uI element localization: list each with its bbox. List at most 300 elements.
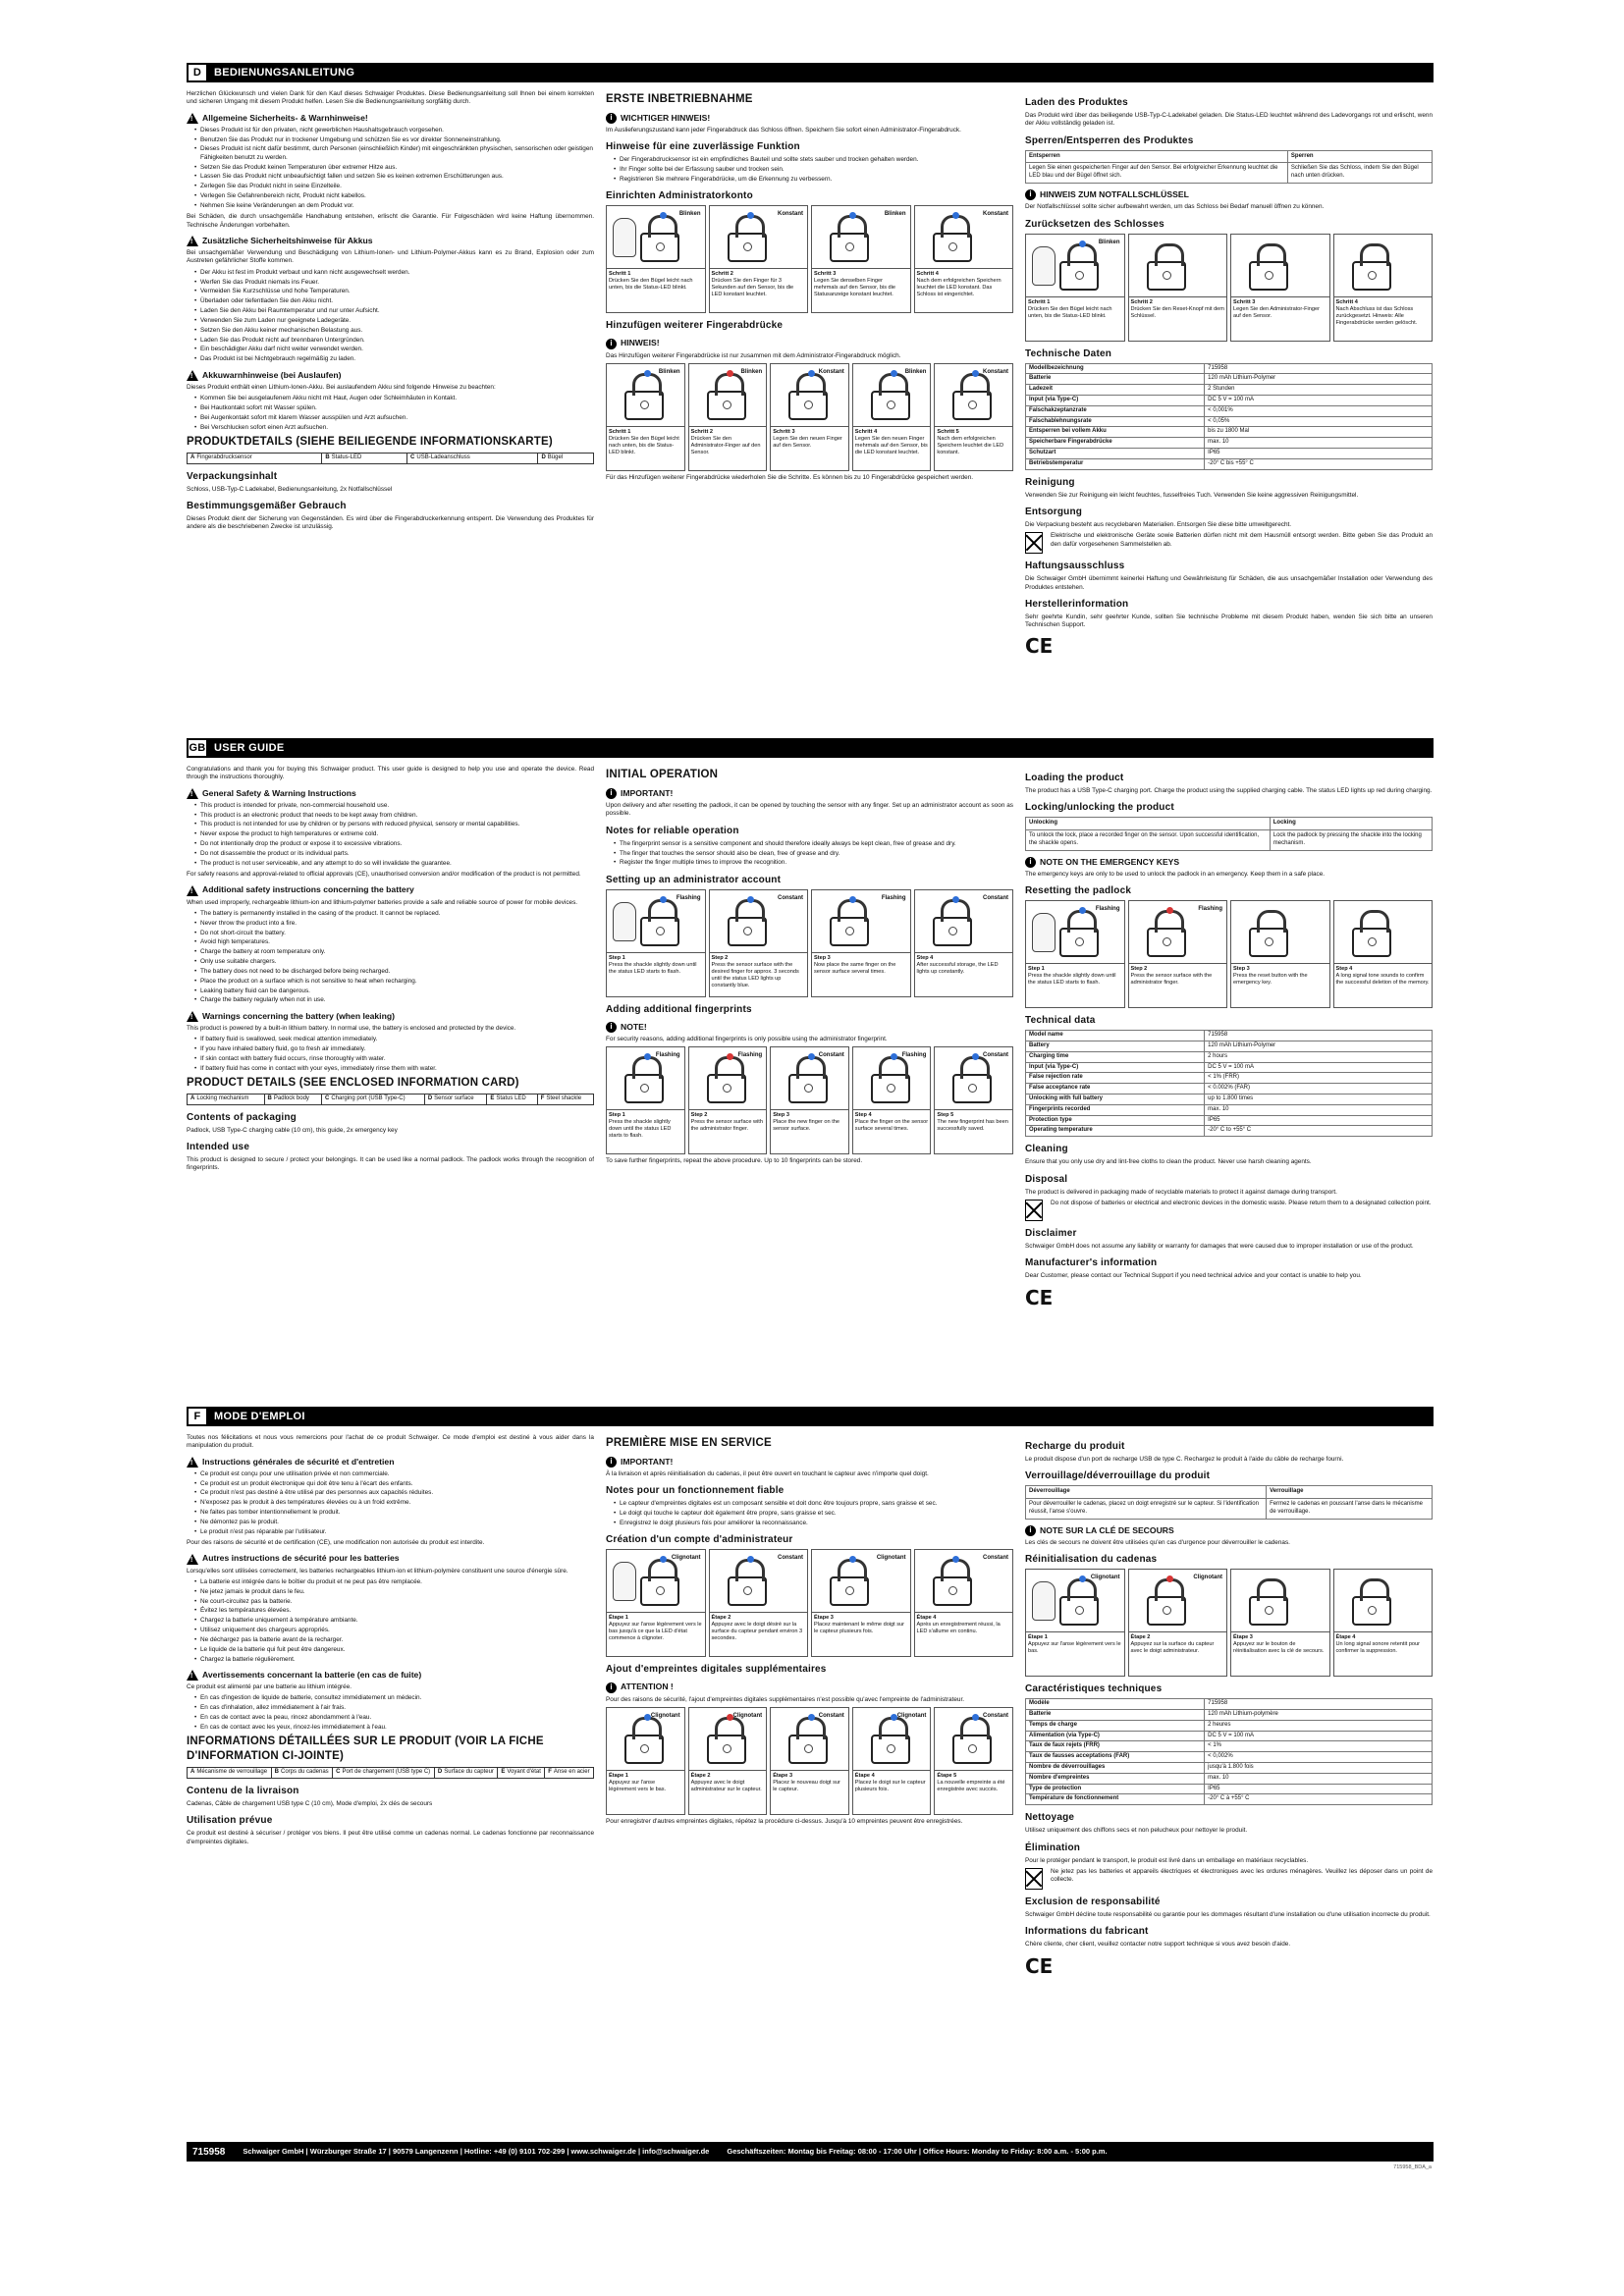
tech-label: Type de protection <box>1026 1784 1205 1794</box>
table-cell <box>322 453 407 463</box>
column-3 <box>1025 766 1433 1314</box>
fingerprint-sensor-icon <box>887 1744 895 1753</box>
step-text <box>710 953 808 996</box>
status-label: Constant <box>818 1712 844 1719</box>
step-text <box>915 1613 1013 1656</box>
reliable-list-item: • The finger that touches the sensor should also be clean, free of grease and dry. <box>614 850 1013 858</box>
padlock-icon <box>624 1735 664 1764</box>
step-text <box>710 1613 808 1656</box>
manufacturer-heading: Herstellerinformation <box>1025 598 1129 610</box>
step-text <box>1129 964 1227 1007</box>
leak-heading-text: Warnings concerning the battery (when leaking) <box>202 1010 395 1021</box>
leak-heading-text: Akkuwarnhinweise (bei Auslaufen) <box>202 369 342 380</box>
cleaning-heading: Cleaning <box>1025 1144 1068 1155</box>
leak-list-item: • Kommen Sie bei ausgelaufenem Akku nicht mit Haut, Augen oder Schleimhäuten in Kontakt. <box>194 395 594 402</box>
padlock-illustration <box>1231 235 1329 297</box>
step-title: Schritt 2 <box>1130 298 1153 305</box>
step-text <box>607 1110 684 1153</box>
intro-paragraph: Congratulations and thank you for buying this Schwaiger product. This user guide is designed to help you use and operate the device. Read through the instructions thoroughly. <box>187 766 594 781</box>
status-led-icon <box>644 370 651 377</box>
fingerprint-sensor-icon <box>845 242 854 251</box>
safety-list <box>194 127 594 210</box>
detail-label: Status-LED <box>331 454 362 460</box>
step-description: Un long signal sonore retentit pour confirmer la suppression. <box>1335 1641 1421 1655</box>
charge-heading: Laden des Produktes <box>1025 97 1128 108</box>
detail-label: Bügel <box>547 454 564 460</box>
tech-label: Schutzart <box>1026 448 1205 458</box>
product-details-table <box>187 453 594 464</box>
charge-text: Le produit dispose d'un port de recharge USB de type C. Rechargez le produit à l'aide du câble de recharge fourni. <box>1025 1456 1344 1463</box>
step-description: Place the finger on the sensor surface several times. <box>854 1119 929 1133</box>
padlock-icon <box>933 917 972 946</box>
battery-list-item: • Ein beschädigter Akku darf nicht weiter verwendet werden. <box>194 346 594 353</box>
fingerprint-sensor-icon <box>640 1084 649 1093</box>
leak-heading <box>187 370 594 381</box>
table-row <box>1026 830 1433 851</box>
add-intro: Das Hinzufügen weiterer Fingerabdrücke ist nur zusammen mit dem Administrator-Fingerabdruck möglich. <box>606 351 901 359</box>
padlock-icon <box>707 1735 746 1764</box>
emergency-key-heading <box>1025 1525 1433 1536</box>
columns <box>187 758 1434 1314</box>
tech-heading: Caractéristiques techniques <box>1025 1683 1163 1695</box>
ce-mark-icon: CE <box>1025 1953 1054 1978</box>
table-header-row <box>1026 1486 1433 1499</box>
table-cell: Schließen Sie das Schloss, indem Sie den Bügel nach unten drücken. <box>1287 163 1432 184</box>
leak-list <box>194 395 594 432</box>
columns <box>187 1426 1434 1983</box>
status-led-icon <box>1166 907 1173 914</box>
step-description: Appuyez sur la surface du capteur avec le doigt administrateur. <box>1130 1641 1215 1655</box>
tech-label: Falschablehnungsrate <box>1026 416 1205 427</box>
step-description: Nach Abschluss ist das Schloss zurückgesetzt. Hinweis: Alle Fingerabdrücke werden gelöscht. <box>1335 305 1418 326</box>
disposal-weee-text: Ne jetez pas les batteries et appareils électriques et électroniques avec les ordures ménagères. Veuillez les déposer dans un point de collecte. <box>1051 1867 1433 1884</box>
safety-list-item: • Dieses Produkt ist nicht dafür bestimmt, durch Personen (einschließlich Kinder) mit eingeschränkten physischen, sensorischen oder geistigen Fähigkeiten benutzt zu werden. <box>194 145 594 162</box>
step-title: Schritt 2 <box>711 271 733 278</box>
reliable-list-item: • Der Fingerabdrucksensor ist ein empfindliches Bauteil und sollte stets sauber und trocken gehalten werden. <box>614 156 1013 164</box>
table-row <box>1026 458 1433 469</box>
detail-letter: C <box>324 1095 330 1101</box>
disposal-row <box>1025 1200 1433 1221</box>
table-row <box>1026 1773 1433 1784</box>
leak-list-item: • En cas d'ingestion de liquide de batterie, consultez immédiatement un médecin. <box>194 1694 594 1702</box>
step-description: Press the shackle slightly down until the status LED starts to flash. <box>1028 973 1116 987</box>
table-row <box>1026 163 1433 184</box>
table-row <box>1026 1794 1433 1805</box>
lock-heading: Sperren/Entsperren des Produktes <box>1025 134 1194 146</box>
step-title: Step 5 <box>937 1112 954 1119</box>
add-intro: Pour des raisons de sécurité, l'ajout d'empreintes digitales supplémentaires n'est possible qu'avec l'empreinte de l'administrateur. <box>606 1695 965 1703</box>
safety-list-item: • Ne faites pas tomber intentionnellement le produit. <box>194 1509 594 1517</box>
table-cell <box>487 1094 537 1104</box>
status-label: Constant <box>982 1712 1008 1719</box>
padlock-illustration <box>607 1550 705 1613</box>
add-hint <box>606 1682 1013 1692</box>
language-badge: D <box>189 65 206 80</box>
step-card <box>1230 900 1330 1008</box>
step-title: Step 4 <box>916 954 934 961</box>
tech-value: IP65 <box>1205 1784 1433 1794</box>
tech-data-table <box>1025 1030 1433 1137</box>
safety-list-item: • This product is intended for private, non-commercial household use. <box>194 802 594 810</box>
battery-list-item: • Le liquide de la batterie qui fuit peut être dangereux. <box>194 1646 594 1654</box>
safety-list-item: • Do not intentionally drop the product or expose it to excessive vibrations. <box>194 840 594 848</box>
tech-label: Operating temperature <box>1026 1126 1205 1137</box>
emergency-key-heading <box>1025 189 1433 200</box>
detail-label: Charging port (USB Type-C) <box>331 1095 406 1101</box>
fingerprint-sensor-icon <box>1368 1606 1377 1615</box>
step-card <box>1025 234 1125 342</box>
disposal-text: The product is delivered in packaging made of recyclable materials to protect it against damage during transport. <box>1025 1188 1337 1196</box>
status-label: Clignotant <box>732 1712 763 1719</box>
padlock-illustration <box>1231 901 1329 964</box>
document-reference: 715958_BDA_a <box>1393 2164 1432 2170</box>
padlock-icon <box>871 1074 910 1103</box>
padlock-illustration <box>935 364 1012 427</box>
step-card <box>688 363 768 471</box>
step-text <box>710 269 808 312</box>
table-header: Unlocking <box>1026 818 1271 830</box>
leak-intro: Ce produit est alimenté par une batterie au lithium intégrée. <box>187 1683 352 1691</box>
step-title: Step 4 <box>854 1112 872 1119</box>
step-description: Legen Sie den Administrator-Finger auf den Sensor. <box>1233 305 1320 319</box>
fingerprint-sensor-icon <box>887 1084 895 1093</box>
cleaning-text: Ensure that you only use dry and lint-free cloths to clean the product. Never use harsh cleaning agents. <box>1025 1158 1312 1166</box>
step-title: Step 1 <box>609 954 625 961</box>
content-heading: Contents of packaging <box>187 1111 297 1123</box>
reliable-list-item: • Ihr Finger sollte bei der Erfassung sauber und trocken sein. <box>614 166 1013 174</box>
tech-label: Battery <box>1026 1041 1205 1052</box>
product-details-table <box>187 1767 594 1779</box>
lock-heading: Verrouillage/déverrouillage du produit <box>1025 1470 1211 1482</box>
content-text: Cadenas, Câble de chargement USB type C (10 cm), Mode d'emploi, 2x clés de secours <box>187 1799 433 1807</box>
status-led-icon <box>952 1556 959 1563</box>
table-cell <box>545 1768 594 1779</box>
details-heading: INFORMATIONS DÉTAILLÉES SUR LE PRODUIT (VOIR LA FICHE D'INFORMATION CI-JOINTE) <box>187 1735 544 1763</box>
safety-list-item: • Ce produit est un produit électronique qui doit être tenu à l'écart des enfants. <box>194 1480 594 1488</box>
step-card <box>606 205 706 313</box>
step-text <box>1231 964 1329 1007</box>
safety-heading <box>187 1457 594 1468</box>
tech-heading: Technical data <box>1025 1015 1096 1027</box>
leak-list-item: • Bei Verschlucken sofort einen Arzt aufsuchen. <box>194 424 594 432</box>
tech-label: False rejection rate <box>1026 1073 1205 1084</box>
step-description: Nach dem erfolgreichen Speichern leuchtet die LED konstant. Das Schloss ist eingerichtet. <box>916 278 1001 298</box>
safety-list-item: • Dieses Produkt ist für den privaten, nicht gewerblichen Haushaltsgebrauch vorgesehen. <box>194 127 594 134</box>
battery-list-item: • Ne court-circuitez pas la batterie. <box>194 1598 594 1606</box>
tech-label: False acceptance rate <box>1026 1084 1205 1095</box>
step-text <box>771 427 848 470</box>
padlock-illustration <box>1129 235 1227 297</box>
intended-use-text: This product is designed to secure / protect your belongings. It can be used like a normal padlock. The padlock works through the recognition of fingerprints. <box>187 1156 594 1172</box>
battery-list-item: • The battery is permanently installed in the casing of the product. It cannot be replaced. <box>194 910 594 918</box>
tech-value: < 1% <box>1205 1741 1433 1752</box>
tech-value: jusqu'à 1.800 fois <box>1205 1763 1433 1774</box>
detail-label: USB-Ladeanschluss <box>416 454 470 460</box>
column-1 <box>187 766 594 1314</box>
fingerprint-sensor-icon <box>723 1084 731 1093</box>
step-description: Appuyez avec le doigt désiré sur la surface du capteur pendant environ 3 secondes. <box>711 1622 803 1642</box>
table-cell: Lock the padlock by pressing the shackle into the locking mechanism. <box>1270 830 1432 851</box>
add-heading: Adding additional fingerprints <box>606 1003 752 1015</box>
battery-list-item: • Laden Sie den Akku bei Raumtemperatur und nur unter Aufsicht. <box>194 307 594 315</box>
tech-value: 2 Stunden <box>1205 385 1433 396</box>
intended-use-text: Ce produit est destiné à sécuriser / protéger vos biens. Il peut être utilisé comme un cadenas normal. Le cadenas fonctionne par reconnaissance d'empreintes digitales. <box>187 1830 594 1845</box>
step-text <box>935 427 1012 470</box>
status-label: Flashing <box>1198 906 1222 913</box>
tech-value: 120 mAh Lithium-polymère <box>1205 1710 1433 1721</box>
step-text <box>607 1613 705 1656</box>
status-led-icon <box>952 896 959 903</box>
footer-article-number: 715958 <box>192 2146 226 2158</box>
status-label: Blinken <box>658 368 680 375</box>
table-row <box>188 453 594 463</box>
leak-list-item: • If skin contact with battery fluid occurs, rinse thoroughly with water. <box>194 1055 594 1063</box>
table-row <box>1026 1115 1433 1126</box>
warning-icon <box>187 788 198 799</box>
detail-letter: B <box>267 1095 272 1101</box>
step-description: Press the shackle slightly down until the status LED starts to flash. <box>609 1119 672 1140</box>
battery-list-item: • Never throw the product into a fire. <box>194 920 594 928</box>
hand-icon <box>1032 913 1056 952</box>
step-text <box>771 1110 848 1153</box>
step-title: Step 4 <box>1335 966 1353 973</box>
step-text <box>607 427 684 470</box>
tech-label: Taux de fausses acceptations (FAR) <box>1026 1752 1205 1763</box>
cleaning-text: Verwenden Sie zur Reinigung ein leicht feuchtes, fusselfreies Tuch. Verwenden Sie keine aggressiven Reinigungsmittel. <box>1025 491 1359 499</box>
table-row <box>1026 1741 1433 1752</box>
info-icon: i <box>606 1022 617 1033</box>
padlock-icon <box>1059 1596 1099 1626</box>
leak-intro: Dieses Produkt enthält einen Lithium-Ionen-Akku. Bei auslaufendem Akku sind folgende Hinweise zu beachten: <box>187 383 496 391</box>
step-description: Placez maintenant le même doigt sur le capteur plusieurs fois. <box>814 1622 905 1635</box>
padlock-illustration <box>915 206 1013 269</box>
fingerprint-sensor-icon <box>1075 1606 1084 1615</box>
tech-label: Modèle <box>1026 1699 1205 1710</box>
step-card <box>914 1549 1014 1657</box>
detail-letter: E <box>501 1769 506 1776</box>
fingerprint-sensor-icon <box>804 1084 813 1093</box>
charge-text: Das Produkt wird über das beiliegende USB-Typ-C-Ladekabel geladen. Die Status-LED leuchtet während des Ladevorgangs rot und erlischt, wenn der Akku vollständig geladen ist. <box>1025 112 1433 128</box>
padlock-icon <box>1352 928 1391 957</box>
tech-heading: Technische Daten <box>1025 347 1112 359</box>
detail-label: Corps du cadenas <box>280 1769 329 1776</box>
battery-heading <box>187 884 594 895</box>
leak-heading-text: Avertissements concernant la batterie (en cas de fuite) <box>202 1669 422 1680</box>
step-description: Press the shackle slightly down until the status LED starts to flash. <box>609 961 697 975</box>
column-1 <box>187 1434 594 1983</box>
disclaimer-heading: Exclusion de responsabilité <box>1025 1896 1161 1907</box>
disposal-weee-text: Do not dispose of batteries or electrical and electronic devices in the domestic waste. Please return them to a designated collection point. <box>1051 1199 1432 1206</box>
table-header: Locking <box>1270 818 1432 830</box>
add-note: To save further fingerprints, repeat the above procedure. Up to 10 fingerprints can be stored. <box>606 1157 863 1165</box>
safety-list-item: • Verlegen Sie Gefahrenbereich nicht, Produkt nicht kabellos. <box>194 192 594 200</box>
lock-table <box>1025 817 1433 850</box>
fingerprint-sensor-icon <box>640 400 649 409</box>
table-cell: To unlock the lock, place a recorded finger on the sensor. Upon successful identification, the shackle opens. <box>1026 830 1271 851</box>
padlock-illustration <box>915 1550 1013 1613</box>
add-hint-text: NOTE! <box>621 1021 647 1032</box>
weee-bin-icon <box>1025 532 1043 554</box>
safety-list-item: • Benutzen Sie das Produkt nur in trockener Umgebung und schützen Sie es vor direkter Sonneneinstrahlung. <box>194 136 594 144</box>
safety-list-item: • Lassen Sie das Produkt nicht unbeaufsichtigt fallen und setzen Sie es keinen extremen Erschütterungen aus. <box>194 173 594 181</box>
fingerprint-sensor-icon <box>656 1586 665 1595</box>
table-row <box>1026 416 1433 427</box>
padlock-illustration <box>853 364 931 427</box>
table-cell <box>271 1768 332 1779</box>
step-card <box>709 205 809 313</box>
tech-label: Ladezeit <box>1026 385 1205 396</box>
manufacturer-text: Sehr geehrte Kundin, sehr geehrter Kunde, sollten Sie technische Probleme mit diesem Produkt haben, wenden Sie sich bitte an unseren Technischen Support. <box>1025 613 1433 629</box>
padlock-icon <box>707 391 746 420</box>
step-text <box>607 953 705 996</box>
disposal-text: Die Verpackung besteht aus recyclebaren Materialien. Entsorgen Sie diese bitte umweltgerecht. <box>1025 520 1292 528</box>
safety-list-item: • Le produit n'est pas réparable par l'utilisateur. <box>194 1528 594 1536</box>
step-text <box>812 953 910 996</box>
tech-value: -20° C to +55° C <box>1205 1126 1433 1137</box>
padlock-illustration <box>1334 235 1433 297</box>
battery-list-item: • Ne jetez jamais le produit dans le feu. <box>194 1588 594 1596</box>
padlock-icon <box>1352 1596 1391 1626</box>
step-description: Drücken Sie den Bügel leicht nach unten, bis die Status-LED blinkt. <box>1028 305 1112 319</box>
manufacturer-text: Dear Customer, please contact our Technical Support if you need technical advice and your contact is unable to help you. <box>1025 1272 1362 1280</box>
status-led-icon <box>747 212 754 219</box>
padlock-illustration <box>607 1047 684 1110</box>
detail-label: Fingerabdrucksensor <box>196 454 252 460</box>
step-text <box>935 1771 1012 1814</box>
tech-label: Protection type <box>1026 1115 1205 1126</box>
battery-list-item: • Überladen oder tiefentladen Sie den Akku nicht. <box>194 297 594 305</box>
disposal-row <box>1025 1868 1433 1890</box>
table-header-row <box>1026 150 1433 163</box>
intended-use-heading: Utilisation prévue <box>187 1815 273 1827</box>
reliable-list-item: • Registrieren Sie mehrere Fingerabdrücke, um die Erkennung zu verbessern. <box>614 176 1013 184</box>
status-led-icon <box>747 896 754 903</box>
safety-list-item: • Ce produit est conçu pour une utilisation privée et non commerciale. <box>194 1470 594 1478</box>
step-card <box>1025 1569 1125 1677</box>
info-icon: i <box>606 113 617 124</box>
fingerprint-sensor-icon <box>887 400 895 409</box>
status-led-icon <box>952 212 959 219</box>
table-row <box>1026 1499 1433 1520</box>
step-title: Étape 5 <box>937 1772 957 1779</box>
hand-icon <box>613 218 636 257</box>
status-label: Clignotant <box>1090 1575 1120 1581</box>
hand-icon <box>613 902 636 941</box>
warranty-note: Bei Schäden, die durch unsachgemäße Handhabung entstehen, erlischt die Garantie. Für Folgeschäden wird keine Haftung übernommen. Technische Änderungen vorbehalten. <box>187 213 594 229</box>
ce-mark-icon: CE <box>1025 1285 1054 1309</box>
table-row <box>1026 1041 1433 1052</box>
tech-value: 715958 <box>1205 1699 1433 1710</box>
detail-label: Steel shackle <box>546 1095 582 1101</box>
padlock-icon <box>830 233 869 262</box>
step-text <box>1026 297 1124 341</box>
table-row <box>188 1768 594 1779</box>
detail-label: Mécanisme de verrouillage <box>196 1769 268 1776</box>
fingerprint-sensor-icon <box>845 1586 854 1595</box>
disposal-heading: Disposal <box>1025 1173 1068 1185</box>
battery-list-item: • Verwenden Sie zum Laden nur geeignete Ladegeräte. <box>194 317 594 325</box>
battery-list-item: • Do not short-circuit the battery. <box>194 930 594 937</box>
padlock-illustration <box>1334 901 1433 964</box>
padlock-icon <box>1147 928 1186 957</box>
product-details-table <box>187 1094 594 1105</box>
step-card <box>852 1707 932 1815</box>
warning-icon <box>187 113 198 124</box>
status-label: Constant <box>982 1052 1008 1059</box>
tech-value: 2 heures <box>1205 1720 1433 1731</box>
admin-heading: Einrichten Administratorkonto <box>606 190 753 202</box>
battery-list-item: • Das Produkt ist bei Nichtgebrauch regelmäßig zu laden. <box>194 355 594 363</box>
add-note: Pour enregistrer d'autres empreintes digitales, répétez la procédure ci-dessus. Jusqu'à 10 empreintes peuvent être enregistrées. <box>606 1817 963 1825</box>
status-label: Konstant <box>778 211 803 218</box>
table-header: Sperren <box>1287 150 1432 163</box>
tech-value: DC 5 V = 100 mA <box>1205 1731 1433 1741</box>
fingerprint-sensor-icon <box>968 1744 977 1753</box>
padlock-icon <box>952 1074 992 1103</box>
padlock-icon <box>952 391 992 420</box>
step-title: Schritt 2 <box>690 428 713 435</box>
step-card <box>606 363 685 471</box>
padlock-illustration <box>1026 901 1124 964</box>
step-description: Nach dem erfolgreichen Speichern leuchtet die LED konstant. <box>937 435 1004 455</box>
tech-value: 2 hours <box>1205 1051 1433 1062</box>
emergency-key-heading-text: NOTE SUR LA CLÉ DE SECOURS <box>1040 1524 1174 1535</box>
step-text <box>1231 1632 1329 1676</box>
step-card <box>770 1707 849 1815</box>
tech-value: DC 5 V = 100 mA <box>1205 395 1433 405</box>
step-card <box>811 205 911 313</box>
table-row <box>1026 1095 1433 1105</box>
reset-steps <box>1025 900 1433 1008</box>
step-card <box>1230 1569 1330 1677</box>
status-label: Blinken <box>884 211 906 218</box>
safety-heading <box>187 113 594 124</box>
padlock-illustration <box>935 1047 1012 1110</box>
manufacturer-heading: Informations du fabricant <box>1025 1926 1149 1938</box>
padlock-illustration <box>771 364 848 427</box>
section-de <box>187 63 1434 721</box>
fingerprint-sensor-icon <box>968 1084 977 1093</box>
detail-letter: B <box>325 454 330 460</box>
step-description: Appuyez sur l'anse légèrement vers le bas. <box>1028 1641 1121 1655</box>
step-title: Step 3 <box>773 1112 789 1119</box>
battery-list <box>194 269 594 364</box>
hand-icon <box>613 1562 636 1601</box>
padlock-icon <box>830 1576 869 1606</box>
step-card <box>606 1046 685 1154</box>
step-text <box>1026 1632 1124 1676</box>
tech-value: max. 10 <box>1205 1773 1433 1784</box>
padlock-illustration <box>607 206 705 269</box>
reset-heading: Réinitialisation du cadenas <box>1025 1554 1158 1566</box>
status-led-icon <box>891 370 897 377</box>
table-cell <box>537 1094 593 1104</box>
step-title: Step 2 <box>1130 966 1148 973</box>
safety-heading-text: Instructions générales de sécurité et d'entretien <box>202 1456 395 1467</box>
step-title: Schritt 3 <box>773 428 795 435</box>
padlock-illustration <box>689 1708 767 1771</box>
step-description: Now place the same finger on the sensor surface several times. <box>814 961 896 975</box>
tech-value: IP65 <box>1205 448 1433 458</box>
step-description: Drücken Sie den Bügel leicht nach unten, bis die Status-LED blinkt. <box>609 278 693 292</box>
disposal-weee-text: Elektrische und elektronische Geräte sowie Batterien dürfen nicht mit dem Hausmüll entsorgt werden. Bitte geben Sie das Produkt an den dafür vorgesehenen Sammelstellen ab. <box>1051 532 1433 548</box>
step-text <box>607 1771 684 1814</box>
important-heading <box>606 113 1013 124</box>
fingerprint-sensor-icon <box>948 242 957 251</box>
step-title: Schritt 1 <box>1028 298 1051 305</box>
tech-label: Nombre de déverrouillages <box>1026 1763 1205 1774</box>
battery-heading-text: Additional safety instructions concerning the battery <box>202 884 414 895</box>
